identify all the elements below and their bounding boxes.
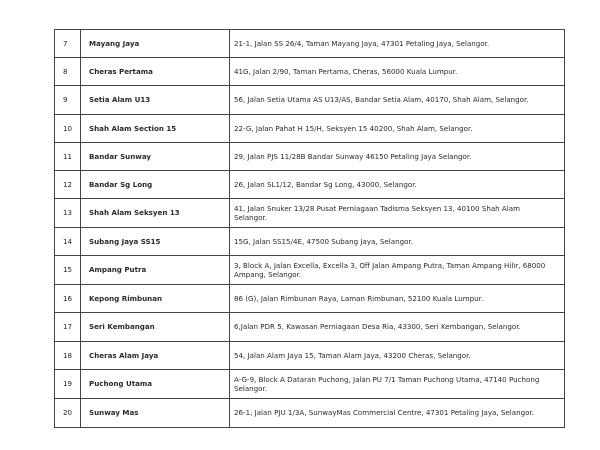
branch-address: 15G, Jalan SS15/4E, 47500 Subang Jaya, Selangor. [230,228,565,256]
branch-name: Bandar Sunway [81,143,230,171]
row-number: 12 [55,171,81,199]
table-row [55,285,565,313]
branch-name: Bandar Sg Long [81,171,230,199]
branch-name: Sunway Mas [81,399,230,428]
table-row [55,370,565,399]
table-row [55,86,565,115]
branch-name: Cheras Pertama [81,58,230,86]
row-number: 18 [55,342,81,370]
row-number: 11 [55,143,81,171]
branch-name: Cheras Alam Jaya [81,342,230,370]
table-row [55,171,565,199]
table-row [55,228,565,256]
row-number: 15 [55,256,81,285]
table-row [55,30,565,58]
branch-name: Kepong Rimbunan [81,285,230,313]
table-row [55,399,565,428]
branch-address: 21-1, Jalan SS 26/4, Taman Mayang Jaya, 47301 Petaling Jaya, Selangor. [230,30,565,58]
branch-address-table [54,29,565,428]
branch-address: 26, Jalan SL1/12, Bandar Sg Long, 43000, Selangor. [230,171,565,199]
row-number: 13 [55,199,81,228]
row-number: 10 [55,115,81,143]
row-number: 9 [55,86,81,115]
branch-address: A-G-9, Block A Dataran Puchong, Jalan PU 7/1 Taman Puchong Utama, 47140 Puchong Selangor. [230,370,565,399]
branch-address: 26-1, Jalan PJU 1/3A, SunwayMas Commercial Centre, 47301 Petaling Jaya, Selangor. [230,399,565,428]
row-number: 8 [55,58,81,86]
branch-name: Mayang Jaya [81,30,230,58]
row-number: 17 [55,313,81,342]
branch-name: Seri Kembangan [81,313,230,342]
table-row [55,313,565,342]
table-row [55,199,565,228]
branch-address: 41, Jalan Snuker 13/28 Pusat Perniagaan Tadisma Seksyen 13, 40100 Shah Alam Selangor. [230,199,565,228]
table-row [55,115,565,143]
branch-address: 41G, Jalan 2/90, Taman Pertama, Cheras, 56000 Kuala Lumpur. [230,58,565,86]
row-number: 16 [55,285,81,313]
table-row [55,143,565,171]
branch-address: 3, Block A, Jalan Excella, Excella 3, Off Jalan Ampang Putra, Taman Ampang Hilir, 68000 Ampang, Selangor. [230,256,565,285]
branch-address: 22-G, Jalan Pahat H 15/H, Seksyen 15 40200, Shah Alam, Selangor. [230,115,565,143]
branch-address: 54, Jalan Alam Jaya 15, Taman Alam Jaya, 43200 Cheras, Selangor. [230,342,565,370]
table-row [55,342,565,370]
branch-address: 6,Jalan PDR 5, Kawasan Perniagaan Desa Ria, 43300, Seri Kembangan, Selangor. [230,313,565,342]
row-number: 20 [55,399,81,428]
table-row [55,58,565,86]
branch-name: Shah Alam Section 15 [81,115,230,143]
branch-address: 86 (G), Jalan Rimbunan Raya, Laman Rimbunan, 52100 Kuala Lumpur. [230,285,565,313]
row-number: 19 [55,370,81,399]
table-row [55,256,565,285]
branch-name: Ampang Putra [81,256,230,285]
branch-name: Puchong Utama [81,370,230,399]
branch-name: Shah Alam Seksyen 13 [81,199,230,228]
row-number: 7 [55,30,81,58]
branch-address: 56, Jalan Setia Utama AS U13/AS, Bandar Setia Alam, 40170, Shah Alam, Selangor. [230,86,565,115]
branch-address: 29, Jalan PJS 11/28B Bandar Sunway 46150 Petaling Jaya Selangor. [230,143,565,171]
branch-name: Setia Alam U13 [81,86,230,115]
branch-name: Subang Jaya SS15 [81,228,230,256]
row-number: 14 [55,228,81,256]
